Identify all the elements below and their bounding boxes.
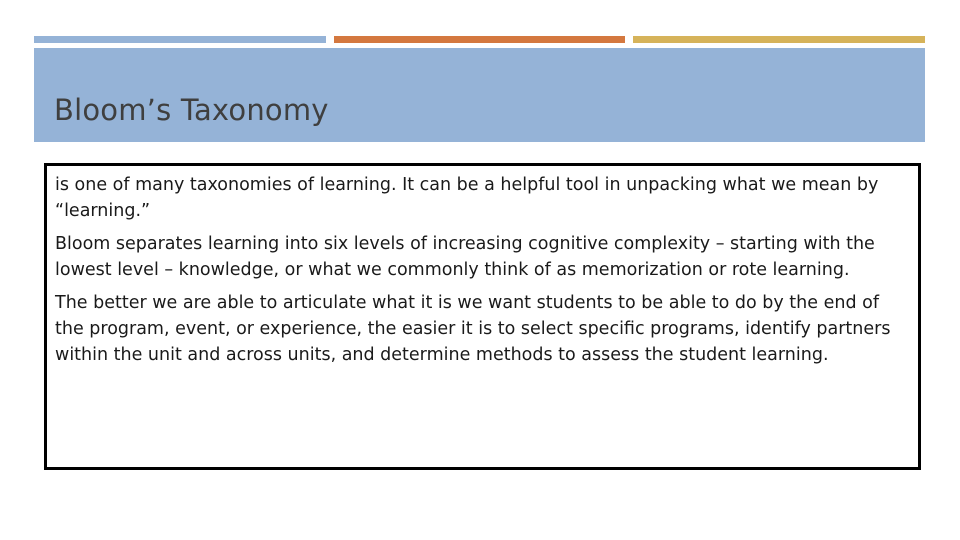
slide-title: Bloom’s Taxonomy	[54, 93, 329, 127]
body-paragraph-2: Bloom separates learning into six levels of increasing cognitive complexity – starting with the lowest level – knowledge, or what we commonly think of as memorization or rote learning.	[55, 234, 875, 280]
accent-bar-gold	[633, 36, 925, 43]
content-box	[44, 163, 921, 470]
accent-bar-blue	[34, 36, 326, 43]
body-paragraph-3: The better we are able to articulate what it is we want students to be able to do by the end of the program, event, or experience, the easier it is to select specific programs, identify partners within the unit and across units, and determine methods to assess the student learning.	[55, 293, 891, 365]
body-paragraph-1: is one of many taxonomies of learning. It can be a helpful tool in unpacking what we mean by “learning.”	[55, 175, 879, 221]
accent-bar-orange	[334, 36, 625, 43]
title-band	[34, 48, 925, 142]
